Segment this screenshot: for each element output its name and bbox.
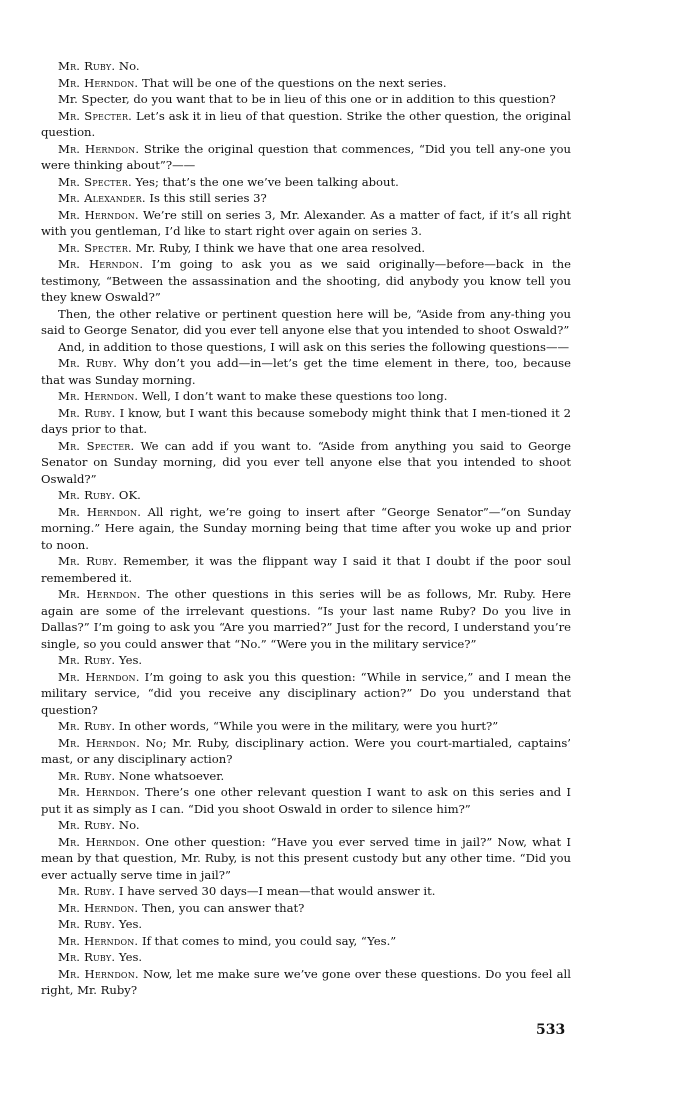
speaker-name: Mr. Ruby. <box>58 356 118 370</box>
transcript-paragraph <box>41 339 571 356</box>
paragraph-text: Then, you can answer that? <box>138 900 305 915</box>
speaker-name: Mr. Herndon. <box>58 141 140 156</box>
speaker-name: Mr. Herndon. <box>58 75 139 90</box>
paragraph-text: OK. <box>115 488 141 502</box>
paragraph-text: There’s one other relevant question I want to ask on this series and I put it as simply as I can. “Did you shoot Oswald in order to silence him?” <box>41 785 571 816</box>
speaker-name: Mr. Herndon. <box>58 834 140 849</box>
speaker-name: Mr. Herndon. <box>58 785 140 799</box>
transcript-paragraph <box>41 900 571 917</box>
transcript-paragraph <box>41 355 571 388</box>
transcript-paragraph <box>41 669 571 719</box>
transcript-paragraph <box>41 388 571 405</box>
transcript-body <box>41 58 571 999</box>
speaker-name: Mr. Herndon. <box>58 966 139 981</box>
transcript-paragraph <box>41 256 571 306</box>
paragraph-text: One other question: “Have you ever served time in jail?” Now, what I mean by that question, Mr. Ruby, is not this present custody but any other time. “Did you ever actually serve time in jail?” <box>41 834 571 882</box>
speaker-name: Mr. Herndon. <box>58 669 140 684</box>
paragraph-text: I’m going to ask you as we said originally—before—back in the testimony, “Between the assassination and the shooting, did anybody you know tell you they knew Oswald?” <box>41 257 571 304</box>
speaker-name: Mr. Specter. <box>58 240 132 255</box>
transcript-paragraph <box>41 306 571 339</box>
transcript-paragraph <box>41 91 571 108</box>
paragraph-text: And, in addition to those questions, I will ask on this series the following questions—— <box>58 339 570 354</box>
transcript-paragraph <box>41 768 571 785</box>
paragraph-text: Why don’t you add—in—let’s get the time element in there, too, because that was Sunday morning. <box>41 356 571 387</box>
paragraph-text: Is this still series 3? <box>145 191 267 205</box>
paragraph-text: No. <box>115 818 140 832</box>
speaker-name: Mr. Herndon. <box>58 587 141 601</box>
transcript-paragraph <box>41 504 571 554</box>
speaker-name: Mr. Herndon. <box>58 504 142 519</box>
speaker-name: Mr. Ruby. <box>58 719 116 733</box>
paragraph-text: Now, let me make sure we’ve gone over these questions. Do you feel all right, Mr. Ruby? <box>41 966 571 997</box>
speaker-name: Mr. Specter. <box>58 108 133 123</box>
transcript-paragraph <box>41 487 571 504</box>
paragraph-text: In other words, “While you were in the military, were you hurt?” <box>115 719 499 733</box>
transcript-paragraph <box>41 652 571 669</box>
paragraph-text: I have served 30 days—I mean—that would answer it. <box>115 884 436 898</box>
transcript-paragraph <box>41 817 571 834</box>
paragraph-text: Yes. <box>115 917 143 931</box>
speaker-name: Mr. Ruby. <box>58 950 116 964</box>
paragraph-text: No. <box>115 59 140 73</box>
paragraph-text: All right, we’re going to insert after “George Senator”—“on Sunday morning.” Here again, the Sunday morning being that time after you woke up and prior to noon. <box>41 504 571 552</box>
speaker-name: Mr. Alexander. <box>58 191 146 205</box>
transcript-paragraph <box>41 108 571 141</box>
transcript-paragraph <box>41 190 571 207</box>
paragraph-text: We can add if you want to. “Aside from anything you said to George Senator on Sunday morning, did you ever tell anyone else that you intended to shoot Oswald?” <box>41 438 571 486</box>
transcript-paragraph <box>41 405 571 438</box>
page-number: 533 <box>536 1022 566 1038</box>
speaker-name: Mr. Herndon. <box>58 389 139 403</box>
paragraph-text: Yes. <box>115 950 143 964</box>
speaker-name: Mr. Herndon. <box>58 207 139 222</box>
transcript-paragraph <box>41 883 571 900</box>
speaker-name: Mr. Ruby. <box>58 818 116 832</box>
transcript-paragraph <box>41 58 571 75</box>
speaker-name: Mr. Ruby. <box>58 59 116 73</box>
transcript-paragraph <box>41 966 571 999</box>
paragraph-text: Yes. <box>115 653 143 667</box>
transcript-paragraph <box>41 75 571 92</box>
transcript-paragraph <box>41 174 571 191</box>
transcript-paragraph <box>41 718 571 735</box>
paragraph-text: Strike the original question that commences, “Did you tell any-one you were thinking about”?—— <box>41 141 571 172</box>
paragraph-text: Let’s ask it in lieu of that question. Strike the other question, the original question. <box>41 108 571 139</box>
transcript-paragraph <box>41 949 571 966</box>
speaker-name: Mr. Ruby. <box>58 917 116 931</box>
paragraph-text: Mr. Specter, do you want that to be in lieu of this one or in addition to this question? <box>58 92 556 106</box>
paragraph-text: Remember, it was the flippant way I said it that I doubt if the poor soul remembered it. <box>41 554 571 585</box>
paragraph-text: If that comes to mind, you could say, “Yes.” <box>138 933 397 948</box>
paragraph-text: No; Mr. Ruby, disciplinary action. Were you court-martialed, captains’ mast, or any disciplinary action? <box>41 735 571 766</box>
paragraph-text: None whatsoever. <box>115 768 225 783</box>
speaker-name: Mr. Ruby. <box>58 884 116 898</box>
paragraph-text: Yes; that’s the one we’ve been talking about. <box>131 174 399 189</box>
paragraph-text: I’m going to ask you this question: “While in service,” and I mean the military service, “did you receive any disciplinary action?” Do you understand that question? <box>41 669 571 717</box>
paragraph-text: Mr. Ruby, I think we have that one area resolved. <box>131 240 426 255</box>
transcript-paragraph <box>41 933 571 950</box>
speaker-name: Mr. Herndon. <box>58 933 139 948</box>
transcript-paragraph <box>41 916 571 933</box>
speaker-name: Mr. Ruby. <box>58 653 116 667</box>
speaker-name: Mr. Specter. <box>58 438 135 453</box>
speaker-name: Mr. Specter. <box>58 174 132 189</box>
transcript-paragraph <box>41 207 571 240</box>
transcript-paragraph <box>41 240 571 257</box>
paragraph-text: The other questions in this series will be as follows, Mr. Ruby. Here again are some of the irrelevant questions. “Is your last name Ruby? Do you live in Dallas?” I’m going to ask you “Are you married?” Just for the record, I understand you’re single, so you could answer that “No.” “Were you in the military service?” <box>41 587 571 651</box>
speaker-name: Mr. Ruby. <box>58 554 118 568</box>
paragraph-text: I know, but I want this because somebody might think that I men-tioned it 2 days prior to that. <box>41 405 571 436</box>
paragraph-text: We’re still on series 3, Mr. Alexander. As a matter of fact, if it’s all right with you gentleman, I’d like to start right over again on series 3. <box>41 207 571 238</box>
transcript-paragraph <box>41 438 571 488</box>
transcript-paragraph <box>41 586 571 652</box>
speaker-name: Mr. Herndon. <box>58 900 139 915</box>
speaker-name: Mr. Herndon. <box>58 257 144 271</box>
paragraph-text: Then, the other relative or pertinent question here will be, “Aside from any-thing you said to George Senator, did you ever tell anyone else that you intended to shoot Oswald?” <box>41 306 571 337</box>
transcript-paragraph <box>41 834 571 884</box>
paragraph-text: Well, I don’t want to make these questions too long. <box>138 389 448 403</box>
transcript-paragraph <box>41 553 571 586</box>
speaker-name: Mr. Ruby. <box>58 488 116 502</box>
speaker-name: Mr. Herndon. <box>58 735 141 750</box>
transcript-paragraph <box>41 141 571 174</box>
paragraph-text: That will be one of the questions on the next series. <box>138 75 447 90</box>
speaker-name: Mr. Ruby. <box>58 768 116 783</box>
transcript-paragraph <box>41 784 571 817</box>
speaker-name: Mr. Ruby. <box>58 405 116 420</box>
transcript-paragraph <box>41 735 571 768</box>
